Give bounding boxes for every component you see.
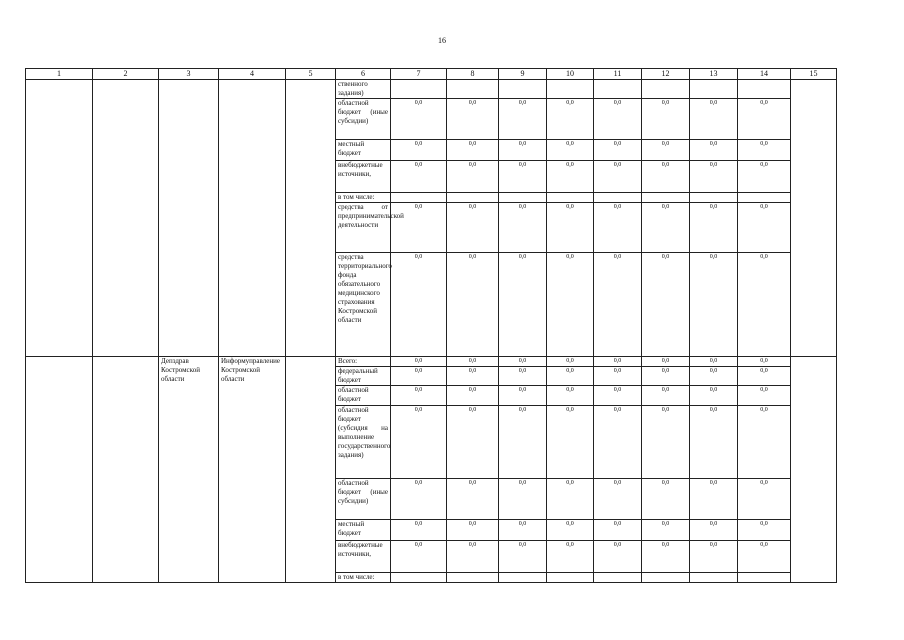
funding-source-label: средства от предпринимательской деятельности	[336, 203, 391, 253]
value-cell-col8: 0,0	[447, 357, 499, 367]
table-row	[26, 357, 837, 367]
value-cell-col9: 0,0	[499, 140, 547, 161]
value-cell-col7: 0,0	[391, 541, 447, 573]
value-cell-col11: 0,0	[594, 406, 642, 479]
value-cell-col12: 0,0	[642, 479, 690, 520]
funding-source-label: ственного задания)	[336, 80, 391, 99]
header-row	[26, 69, 837, 80]
value-cell-col11: 0,0	[594, 161, 642, 193]
value-cell-col10: 0,0	[547, 386, 594, 406]
header-cell-14: 14	[738, 69, 791, 80]
header-cell-10: 10	[547, 69, 594, 80]
value-cell-col9: 0,0	[499, 386, 547, 406]
value-cell-col9: 0,0	[499, 479, 547, 520]
value-cell-col10: 0,0	[547, 479, 594, 520]
funding-source-label: внебюджетные источники,	[336, 161, 391, 193]
header-cell-12: 12	[642, 69, 690, 80]
header-cell-5: 5	[286, 69, 336, 80]
value-cell-col12: 0,0	[642, 203, 690, 253]
value-cell-col7	[391, 573, 447, 583]
value-cell-col13: 0,0	[690, 479, 738, 520]
value-cell-col14: 0,0	[738, 406, 791, 479]
value-cell-col8: 0,0	[447, 541, 499, 573]
value-cell-col10: 0,0	[547, 367, 594, 386]
header-cell-6: 6	[336, 69, 391, 80]
value-cell-col8: 0,0	[447, 406, 499, 479]
value-cell-col12: 0,0	[642, 406, 690, 479]
funding-source-label: федеральный бюджет	[336, 367, 391, 386]
funding-source-label: в том числе:	[336, 193, 391, 203]
value-cell-col10: 0,0	[547, 203, 594, 253]
value-cell-col13: 0,0	[690, 140, 738, 161]
value-cell-col13: 0,0	[690, 357, 738, 367]
value-cell-col10	[547, 193, 594, 203]
value-cell-col9: 0,0	[499, 357, 547, 367]
col1-cell	[26, 80, 93, 357]
value-cell-col8: 0,0	[447, 99, 499, 140]
header-cell-3: 3	[159, 69, 219, 80]
value-cell-col11: 0,0	[594, 520, 642, 541]
value-cell-col7: 0,0	[391, 161, 447, 193]
value-cell-col14: 0,0	[738, 99, 791, 140]
value-cell-col11: 0,0	[594, 386, 642, 406]
value-cell-col10: 0,0	[547, 520, 594, 541]
value-cell-col10: 0,0	[547, 253, 594, 357]
value-cell-col12	[642, 573, 690, 583]
value-cell-col8	[447, 193, 499, 203]
value-cell-col8: 0,0	[447, 479, 499, 520]
value-cell-col7: 0,0	[391, 99, 447, 140]
value-cell-col12: 0,0	[642, 367, 690, 386]
table-row	[26, 80, 837, 99]
value-cell-col12: 0,0	[642, 541, 690, 573]
value-cell-col11: 0,0	[594, 541, 642, 573]
value-cell-col12	[642, 80, 690, 99]
value-cell-col11: 0,0	[594, 357, 642, 367]
col2-cell	[93, 80, 159, 357]
value-cell-col10: 0,0	[547, 541, 594, 573]
value-cell-col11	[594, 80, 642, 99]
value-cell-col11: 0,0	[594, 99, 642, 140]
value-cell-col7: 0,0	[391, 520, 447, 541]
header-cell-9: 9	[499, 69, 547, 80]
value-cell-col7: 0,0	[391, 406, 447, 479]
funding-source-label: внебюджетные источники,	[336, 541, 391, 573]
header-cell-1: 1	[26, 69, 93, 80]
value-cell-col14: 0,0	[738, 367, 791, 386]
funding-source-label: областной бюджет	[336, 386, 391, 406]
value-cell-col7: 0,0	[391, 367, 447, 386]
value-cell-col13: 0,0	[690, 520, 738, 541]
value-cell-col14: 0,0	[738, 541, 791, 573]
funding-source-label: средства территориального фонда обязательного медицинского страхования Костромской области	[336, 253, 391, 357]
value-cell-col10: 0,0	[547, 161, 594, 193]
value-cell-col13: 0,0	[690, 386, 738, 406]
header-cell-11: 11	[594, 69, 642, 80]
value-cell-col9	[499, 80, 547, 99]
value-cell-col11	[594, 193, 642, 203]
value-cell-col12: 0,0	[642, 99, 690, 140]
value-cell-col10: 0,0	[547, 406, 594, 479]
value-cell-col7	[391, 80, 447, 99]
value-cell-col7: 0,0	[391, 203, 447, 253]
value-cell-col8: 0,0	[447, 367, 499, 386]
value-cell-col11	[594, 573, 642, 583]
value-cell-col10: 0,0	[547, 99, 594, 140]
funding-source-label: местный бюджет	[336, 140, 391, 161]
value-cell-col7: 0,0	[391, 357, 447, 367]
header-cell-8: 8	[447, 69, 499, 80]
value-cell-col10	[547, 80, 594, 99]
value-cell-col11: 0,0	[594, 253, 642, 357]
value-cell-col8: 0,0	[447, 520, 499, 541]
value-cell-col9: 0,0	[499, 161, 547, 193]
value-cell-col7: 0,0	[391, 140, 447, 161]
value-cell-col13: 0,0	[690, 203, 738, 253]
responsible-cell: Депздрав Костромской области	[159, 357, 219, 583]
header-cell-4: 4	[219, 69, 286, 80]
value-cell-col11: 0,0	[594, 479, 642, 520]
value-cell-col14: 0,0	[738, 161, 791, 193]
value-cell-col9: 0,0	[499, 367, 547, 386]
value-cell-col13: 0,0	[690, 367, 738, 386]
value-cell-col12	[642, 193, 690, 203]
value-cell-col14: 0,0	[738, 253, 791, 357]
value-cell-col8: 0,0	[447, 253, 499, 357]
funding-source-label: областной бюджет (иные субсидии)	[336, 479, 391, 520]
value-cell-col10	[547, 573, 594, 583]
value-cell-col14	[738, 573, 791, 583]
value-cell-col13: 0,0	[690, 406, 738, 479]
col15-cell	[791, 357, 837, 583]
value-cell-col12: 0,0	[642, 357, 690, 367]
value-cell-col14: 0,0	[738, 386, 791, 406]
col5-cell	[286, 357, 336, 583]
col1-cell	[26, 357, 93, 583]
value-cell-col7: 0,0	[391, 386, 447, 406]
value-cell-col13: 0,0	[690, 99, 738, 140]
value-cell-col14	[738, 193, 791, 203]
value-cell-col9: 0,0	[499, 406, 547, 479]
col5-cell	[286, 80, 336, 357]
header-cell-7: 7	[391, 69, 447, 80]
value-cell-col14: 0,0	[738, 203, 791, 253]
value-cell-col9: 0,0	[499, 203, 547, 253]
funding-source-label: в том числе:	[336, 573, 391, 583]
funding-source-label: местный бюджет	[336, 520, 391, 541]
value-cell-col13: 0,0	[690, 161, 738, 193]
header-cell-13: 13	[690, 69, 738, 80]
value-cell-col13	[690, 80, 738, 99]
value-cell-col14: 0,0	[738, 479, 791, 520]
value-cell-col11: 0,0	[594, 367, 642, 386]
value-cell-col14: 0,0	[738, 357, 791, 367]
executor-cell	[219, 80, 286, 357]
value-cell-col7: 0,0	[391, 479, 447, 520]
value-cell-col9	[499, 193, 547, 203]
value-cell-col8: 0,0	[447, 203, 499, 253]
executor-cell: Информуправление Костромской области	[219, 357, 286, 583]
funding-source-label: областной бюджет (субсидия на выполнение государственного задания)	[336, 406, 391, 479]
value-cell-col8: 0,0	[447, 386, 499, 406]
value-cell-col8	[447, 573, 499, 583]
value-cell-col12: 0,0	[642, 386, 690, 406]
value-cell-col8	[447, 80, 499, 99]
value-cell-col14	[738, 80, 791, 99]
value-cell-col13: 0,0	[690, 253, 738, 357]
value-cell-col8: 0,0	[447, 161, 499, 193]
value-cell-col8: 0,0	[447, 140, 499, 161]
header-cell-2: 2	[93, 69, 159, 80]
value-cell-col14: 0,0	[738, 520, 791, 541]
value-cell-col13: 0,0	[690, 541, 738, 573]
funding-source-label: областной бюджет (иные субсидии)	[336, 99, 391, 140]
value-cell-col12: 0,0	[642, 161, 690, 193]
value-cell-col12: 0,0	[642, 140, 690, 161]
col2-cell	[93, 357, 159, 583]
value-cell-col9	[499, 573, 547, 583]
value-cell-col10: 0,0	[547, 140, 594, 161]
budget-table	[25, 68, 837, 583]
value-cell-col13	[690, 193, 738, 203]
value-cell-col9: 0,0	[499, 520, 547, 541]
value-cell-col10: 0,0	[547, 357, 594, 367]
value-cell-col7	[391, 193, 447, 203]
value-cell-col9: 0,0	[499, 541, 547, 573]
value-cell-col12: 0,0	[642, 253, 690, 357]
value-cell-col11: 0,0	[594, 140, 642, 161]
value-cell-col12: 0,0	[642, 520, 690, 541]
value-cell-col13	[690, 573, 738, 583]
page-number: 16	[438, 36, 446, 45]
value-cell-col9: 0,0	[499, 253, 547, 357]
funding-source-label: Всего:	[336, 357, 391, 367]
value-cell-col11: 0,0	[594, 203, 642, 253]
value-cell-col14: 0,0	[738, 140, 791, 161]
header-cell-15: 15	[791, 69, 837, 80]
value-cell-col9: 0,0	[499, 99, 547, 140]
value-cell-col7: 0,0	[391, 253, 447, 357]
responsible-cell	[159, 80, 219, 357]
col15-cell	[791, 80, 837, 357]
